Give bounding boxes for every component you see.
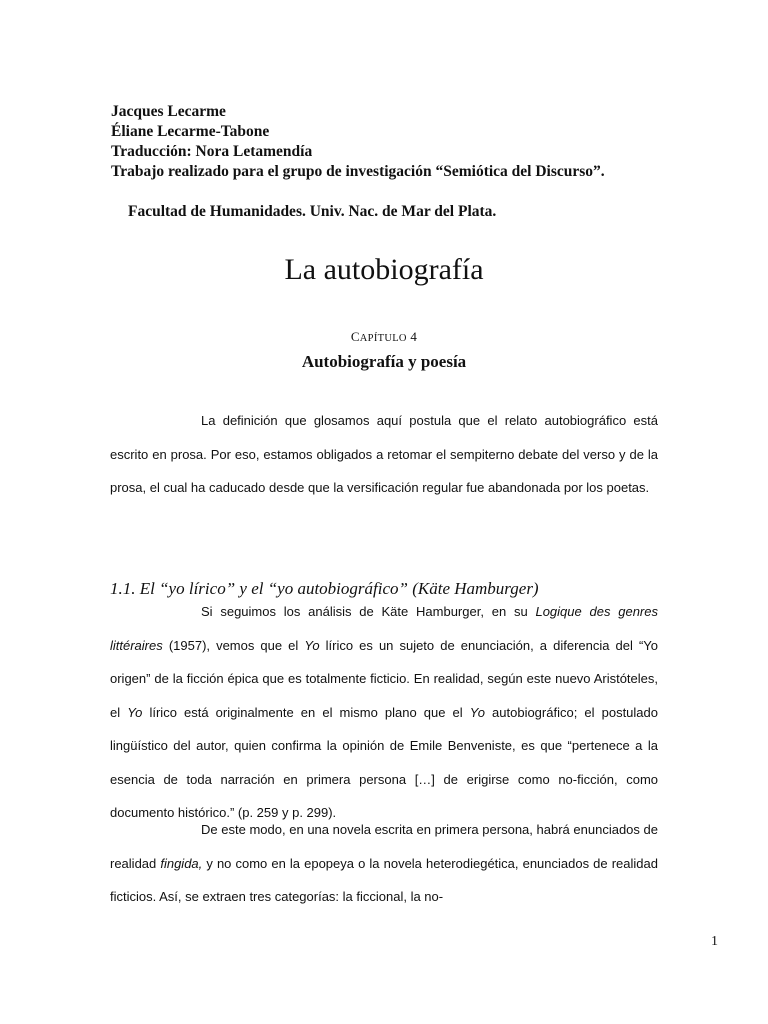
paragraph-text: autobiográfico; el postulado lingüístico del autor, quien confirma la opinión de Emile Benveniste, es que “pertenece a la esencia de toda narración en primera persona […] de erigirse como no-ficción, como documento histórico.” (p. 259 y p. 299). [110, 704, 658, 820]
section-paragraph [110, 813, 658, 914]
italic-term: Yo [127, 704, 143, 720]
document-header [111, 102, 671, 182]
chapter-label-rest: APÍTULO [359, 333, 407, 344]
faculty-line: Facultad de Humanidades. Univ. Nac. de Mar del Plata. [128, 203, 497, 220]
author-name: Jacques Lecarme [111, 103, 226, 120]
paragraph-text: y no como en la epopeya o la novela heterodiegética, enunciados de realidad ficticios. Así, se extraen tres categorías: la ficcional, la no- [110, 855, 658, 904]
section-paragraph [110, 595, 658, 830]
chapter-label [0, 329, 768, 345]
section-heading: 1.1. El “yo lírico” y el “yo autobiográfico” (Käte Hamburger) [110, 579, 539, 598]
chapter-label-initial: C [350, 329, 360, 344]
intro-paragraph [110, 404, 658, 505]
italic-term: Yo [469, 704, 485, 720]
page-number: 1 [711, 934, 718, 949]
translator-credit: Traducción: Nora Letamendía [111, 143, 313, 160]
chapter-number: 4 [406, 329, 418, 344]
author-name: Éliane Lecarme-Tabone [111, 123, 270, 140]
paragraph-text: lírico está originalmente en el mismo plano que el [142, 704, 470, 720]
paragraph-text: (1957), vemos que el [162, 637, 305, 653]
book-title-italic: Logique des genres littéraires [110, 604, 658, 653]
italic-term: Yo [304, 637, 320, 653]
paragraph-text: lírico es un sujeto de enunciación, a diferencia del “Yo origen” de la ficción épica que es totalmente ficticio. En realidad, según este nuevo Aristóteles, el [110, 637, 658, 720]
book-title: La autobiografía [284, 253, 484, 286]
italic-term: fingida, [160, 855, 203, 871]
intro-paragraph-text: La definición que glosamos aquí postula que el relato autobiográfico está escrito en prosa. Por eso, estamos obligados a retomar el sempiterno debate del verso y de la prosa, el cual ha caducado desde que la versificación regular fue abandonada por los poetas. [110, 413, 658, 495]
work-credit: Trabajo realizado para el grupo de investigación “Semiótica del Discurso”. [111, 163, 605, 180]
paragraph-text: De este modo, en una novela escrita en primera persona, habrá enunciados de realidad [110, 822, 658, 871]
paragraph-text: Si seguimos los análisis de Käte Hamburger, en su [201, 604, 536, 619]
chapter-title: Autobiografía y poesía [301, 352, 467, 371]
